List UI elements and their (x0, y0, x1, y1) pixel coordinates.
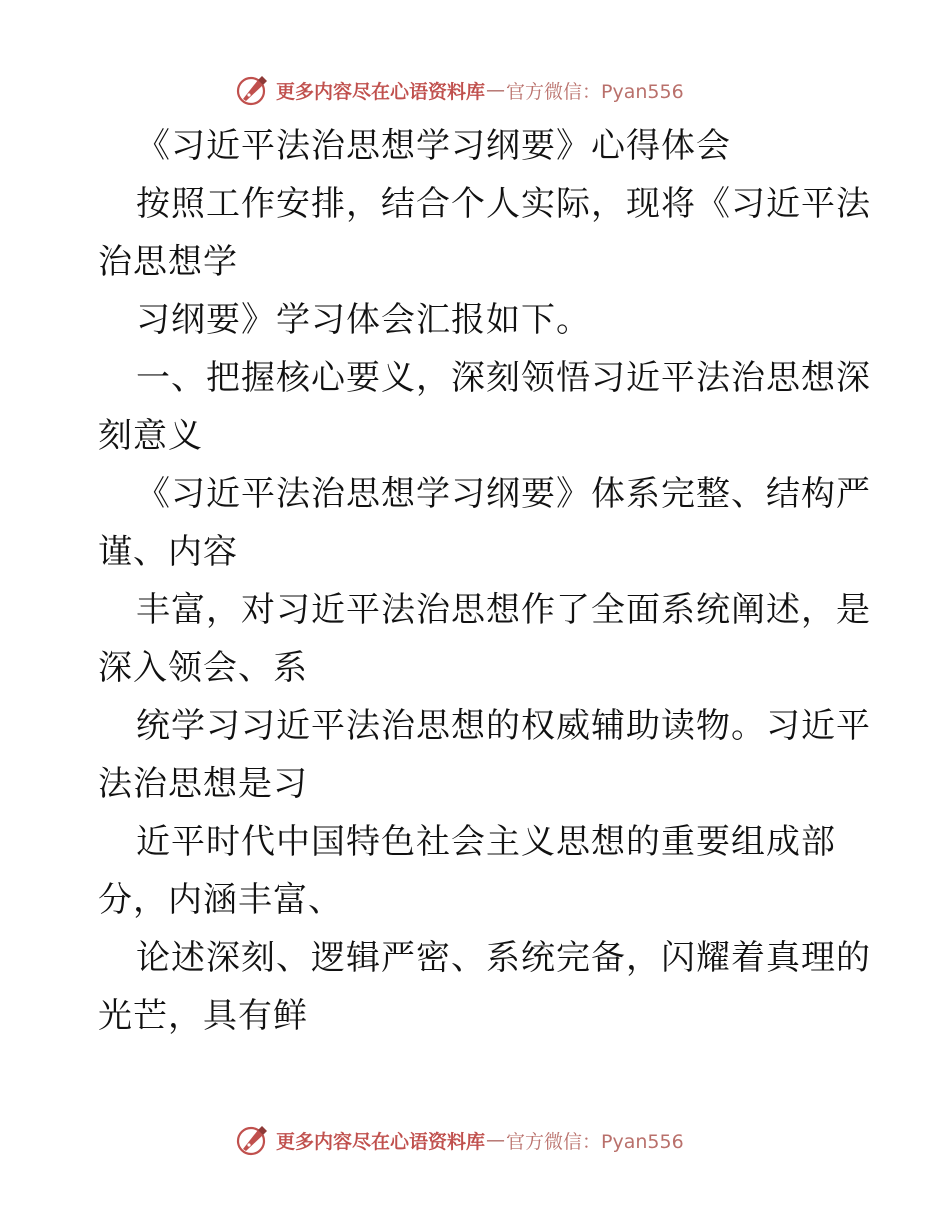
text-line: 近平时代中国特色社会主义思想的重要组成部 (136, 822, 836, 862)
pen-nib-logo-icon (234, 72, 270, 108)
text-line: 统学习习近平法治思想的权威辅助读物。习近平 (136, 706, 871, 746)
text-line: 论述深刻、逻辑严密、系统完备，闪耀着真理的 (136, 938, 871, 978)
text-line: 习纲要》学习体会汇报如下。 (136, 300, 591, 340)
text-line: 分，内涵丰富、 (98, 880, 343, 920)
text-line: 谨、内容 (98, 532, 238, 572)
footer-wechat-text: 官方微信：Pyan556 (506, 1130, 684, 1153)
header-banner (234, 70, 714, 110)
section-heading-continued: 刻意义 (98, 416, 203, 456)
footer-site-text: 更多内容尽在心语资料库 (276, 1130, 486, 1153)
pen-nib-logo-icon (234, 1122, 270, 1158)
document-body (98, 117, 871, 1045)
document-title: 《习近平法治思想学习纲要》心得体会 (136, 126, 731, 166)
text-line: 深入领会、系 (98, 648, 308, 688)
text-line: 治思想学 (98, 242, 238, 282)
text-line: 按照工作安排，结合个人实际，现将《习近平法 (136, 184, 871, 224)
footer-banner (234, 1120, 714, 1160)
text-line: 光芒，具有鲜 (98, 996, 308, 1036)
header-site-text: 更多内容尽在心语资料库 (276, 80, 486, 103)
text-line: 丰富，对习近平法治思想作了全面系统阐述，是 (136, 590, 871, 630)
text-line: 法治思想是习 (98, 764, 308, 804)
header-separator: — (486, 79, 506, 101)
text-line: 《习近平法治思想学习纲要》体系完整、结构严 (136, 474, 871, 514)
section-heading: 一、把握核心要义，深刻领悟习近平法治思想深 (136, 358, 871, 398)
footer-separator: — (486, 1129, 506, 1151)
header-wechat-text: 官方微信：Pyan556 (506, 80, 684, 103)
